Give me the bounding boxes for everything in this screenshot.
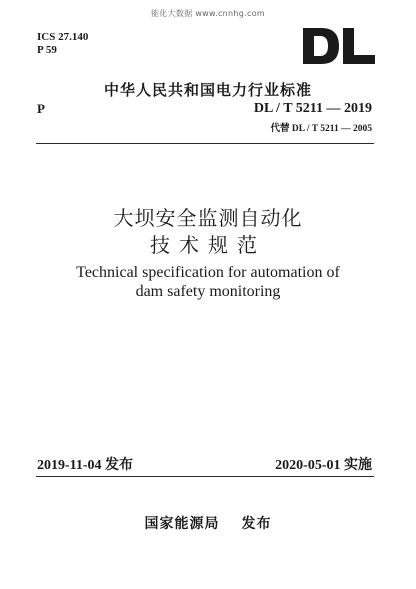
industry-standard-heading: 中华人民共和国电力行业标准 (103, 81, 312, 99)
dl-logo-l (343, 28, 375, 64)
standard-number: DL / T 5211 — 2019 (253, 101, 372, 116)
replaces-standard: 代替 DL / T 5211 — 2005 (270, 124, 372, 134)
category-code: P (37, 101, 45, 116)
title-english-line-2: dam safety monitoring (135, 283, 281, 300)
dl-logo-d (303, 28, 339, 64)
ics-code: ICS 27.140 (37, 31, 89, 43)
title-chinese-line-2: 技术规范 (150, 233, 266, 257)
publish-date: 2019-11-04 发布 (37, 458, 134, 473)
title-chinese-line-1: 大坝安全监测自动化 (113, 206, 303, 230)
dl-logo (303, 28, 375, 64)
watermark-text: 能化大数据 www.cnnhg.com (151, 9, 265, 18)
ccs-code: P 59 (37, 44, 57, 56)
top-divider (36, 143, 374, 144)
issuer-line (0, 513, 416, 533)
title-english-line-1: Technical specification for automation of (76, 264, 340, 281)
issuer-action: 发布 (241, 516, 272, 532)
effective-date: 2020-05-01 实施 (275, 458, 372, 473)
title-english (0, 263, 416, 301)
bottom-divider (36, 476, 374, 477)
issuer-name: 国家能源局 (144, 516, 220, 532)
classification-codes (37, 31, 88, 57)
